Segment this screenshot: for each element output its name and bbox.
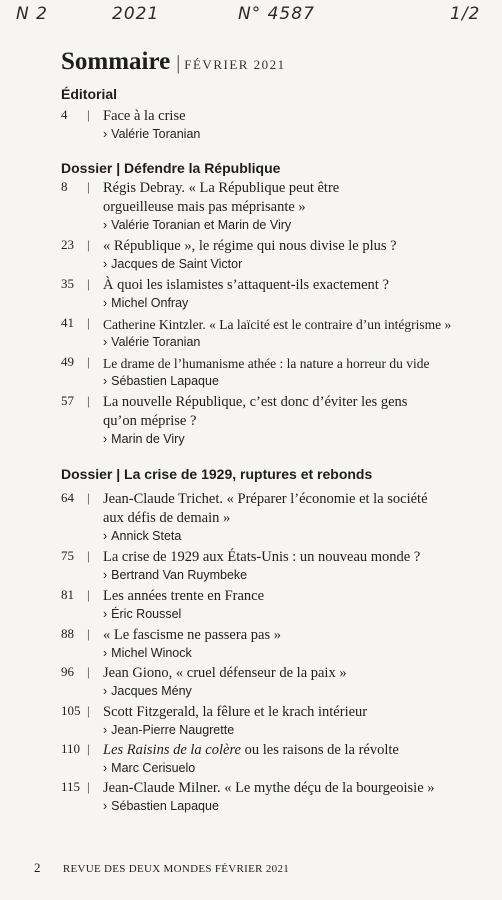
entry-title: « Le fascisme ne passera pas » <box>103 627 281 643</box>
page-number: 81 <box>61 587 74 602</box>
page-number: 8 <box>61 179 68 194</box>
page-number: 75 <box>61 548 74 563</box>
entry-separator: | <box>87 779 90 794</box>
entry-author: › Jacques de Saint Victor <box>103 257 243 271</box>
toc-entry <box>61 393 491 448</box>
toc-entry <box>61 490 491 545</box>
page-number: 110 <box>61 741 81 756</box>
chevron-right-icon: › <box>103 374 108 388</box>
chevron-right-icon: › <box>103 646 108 660</box>
toc-entry <box>61 237 491 273</box>
handwritten-note-number: N° 4587 <box>238 4 315 24</box>
entry-title: « République », le régime qui nous divise le plus ? <box>103 238 397 254</box>
handwritten-note-year: 2021 <box>112 4 160 24</box>
page-title: Sommaire <box>61 48 171 75</box>
page-number: 49 <box>61 354 74 369</box>
chevron-right-icon: › <box>103 296 108 310</box>
entry-author: › Marin de Viry <box>103 432 185 446</box>
footer-page-number: 2 <box>34 860 41 875</box>
entry-title: Jean-Claude Trichet. « Préparer l’économie et la société aux défis de demain » <box>103 491 428 526</box>
entry-separator: | <box>87 237 90 252</box>
entry-title: Face à la crise <box>103 108 186 124</box>
entry-separator: | <box>87 587 90 602</box>
page-number: 88 <box>61 626 74 641</box>
entry-title: Jean Giono, « cruel défenseur de la paix » <box>103 665 347 681</box>
chevron-right-icon: › <box>103 799 108 813</box>
entry-separator: | <box>87 548 90 563</box>
entry-author: › Sébastien Lapaque <box>103 799 219 813</box>
entry-separator: | <box>87 393 90 408</box>
page-number: 105 <box>61 703 81 718</box>
toc-entry <box>61 354 491 390</box>
chevron-right-icon: › <box>103 684 108 698</box>
entry-title: À quoi les islamistes s’attaquent-ils exactement ? <box>103 277 389 293</box>
entry-separator: | <box>87 354 90 369</box>
entry-title: Scott Fitzgerald, la fêlure et le krach intérieur <box>103 704 368 720</box>
entry-author: › Valérie Toranian et Marin de Viry <box>103 218 292 232</box>
entry-author: › Michel Winock <box>103 646 192 660</box>
toc-entry <box>61 587 491 623</box>
page-number: 96 <box>61 664 74 679</box>
entry-separator: | <box>87 107 90 122</box>
chevron-right-icon: › <box>103 607 108 621</box>
chevron-right-icon: › <box>103 218 108 232</box>
footer-publication: REVUE DES DEUX MONDES FÉVRIER 2021 <box>62 863 290 875</box>
toc-entry <box>61 107 491 143</box>
toc-entry <box>61 548 491 584</box>
toc-entry <box>61 626 491 662</box>
page-number: 41 <box>61 315 74 330</box>
chevron-right-icon: › <box>103 257 108 271</box>
entry-author: › Bertrand Van Ruymbeke <box>103 568 248 582</box>
page-number: 115 <box>61 779 81 794</box>
page-number: 64 <box>61 490 74 505</box>
entry-title: Jean-Claude Milner. « Le mythe déçu de la bourgeoisie » <box>103 780 435 796</box>
section-title-dossier-republique: Dossier | Défendre la République <box>61 160 281 176</box>
chevron-right-icon: › <box>103 761 108 775</box>
entry-separator: | <box>87 741 90 756</box>
chevron-right-icon: › <box>103 723 108 737</box>
entry-title: Les années trente en France <box>103 588 265 604</box>
section-title-dossier-crise-1929: Dossier | La crise de 1929, ruptures et rebonds <box>61 466 373 482</box>
entry-separator: | <box>87 664 90 679</box>
page-number: 23 <box>61 237 74 252</box>
entry-author: › Valérie Toranian <box>103 335 201 349</box>
chevron-right-icon: › <box>103 335 108 349</box>
entry-separator: | <box>87 703 90 718</box>
entry-author: › Valérie Toranian <box>103 127 201 141</box>
toc-entry <box>61 664 491 700</box>
page-number: 57 <box>61 393 74 408</box>
entry-author: › Marc Cerisuelo <box>103 761 196 775</box>
entry-title-rest: ou les raisons de la révolte <box>241 742 399 758</box>
entry-author: › Annick Steta <box>103 529 182 543</box>
toc-entry <box>61 276 491 312</box>
entry-title: Régis Debray. « La République peut être orgueilleuse mais pas méprisante » <box>103 180 340 215</box>
chevron-right-icon: › <box>103 127 108 141</box>
toc-entry <box>61 779 491 815</box>
handwritten-note-issue: N 2 <box>16 4 48 24</box>
entry-title <box>103 741 491 760</box>
entry-title: La nouvelle République, c’est donc d’éviter les gens qu’on méprise ? <box>103 394 408 429</box>
section-title-editorial: Éditorial <box>61 86 118 102</box>
issue-date: FÉVRIER 2021 <box>184 57 286 72</box>
page-number: 35 <box>61 276 74 291</box>
entry-separator: | <box>87 179 90 194</box>
page-number: 4 <box>61 107 68 122</box>
entry-separator: | <box>87 490 90 505</box>
page-header <box>61 48 286 76</box>
entry-title: La crise de 1929 aux États-Unis : un nouveau monde ? <box>103 549 421 565</box>
handwritten-note-part: 1/2 <box>450 4 481 24</box>
header-separator: | <box>176 52 181 74</box>
entry-author: › Éric Roussel <box>103 607 182 621</box>
entry-author: › Jean-Pierre Naugrette <box>103 723 235 737</box>
toc-entry <box>61 741 491 777</box>
toc-entry <box>61 179 491 234</box>
chevron-right-icon: › <box>103 568 108 582</box>
entry-separator: | <box>87 315 90 330</box>
entry-separator: | <box>87 626 90 641</box>
chevron-right-icon: › <box>103 529 108 543</box>
entry-title: Catherine Kintzler. « La laïcité est le contraire d’un intégrisme » <box>103 317 452 332</box>
toc-entry <box>61 703 491 739</box>
entry-author: › Michel Onfray <box>103 296 189 310</box>
entry-title-italic: Les Raisins de la colère <box>103 742 241 758</box>
entry-author: › Jacques Mény <box>103 684 192 698</box>
page-footer <box>34 860 289 876</box>
chevron-right-icon: › <box>103 432 108 446</box>
entry-author: › Sébastien Lapaque <box>103 374 219 388</box>
entry-separator: | <box>87 276 90 291</box>
entry-title: Le drame de l’humanisme athée : la nature a horreur du vide <box>103 356 430 371</box>
toc-entry <box>61 315 491 351</box>
